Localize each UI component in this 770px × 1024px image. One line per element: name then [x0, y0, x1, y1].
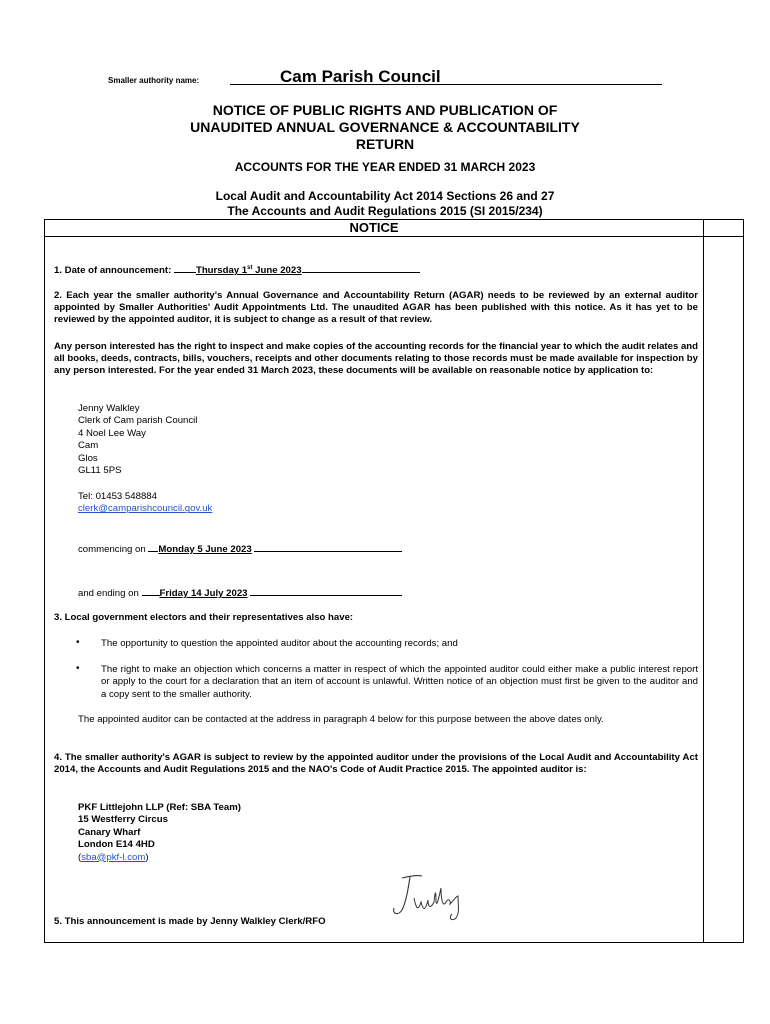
notice-table-column-divider — [703, 219, 704, 942]
clerk-telephone: Tel: 01453 548884 — [78, 491, 157, 502]
clerk-email-link[interactable]: clerk@camparishcouncil.gov.uk — [78, 503, 213, 515]
notice-table-header-divider — [44, 236, 743, 237]
authority-name: Cam Parish Council — [280, 67, 441, 86]
section-3-heading: 3. Local government electors and their representatives also have: — [54, 612, 354, 623]
clerk-contact-address: Jenny Walkley Clerk of Cam parish Council 4 Noel Lee Way Cam Glos GL11 5PS — [78, 403, 198, 477]
section-3-auditor-note: The appointed auditor can be contacted at the address in paragraph 4 below for this purpose between the above dates only. — [78, 714, 604, 725]
inspection-end-date: and ending on Friday 14 July 2023 — [78, 586, 402, 599]
section-2-paragraph-2: Any person interested has the right to inspect and make copies of the accounting records for the financial year to which the audit relates and all books, deeds, contracts, bills, vouchers, receipts and other documents relating to those records must be made available for inspection by any person interested. For the year ended 31 March 2023, these documents will be available on reasonable notice by application to: — [54, 341, 698, 377]
inspection-start-date: commencing on Monday 5 June 2023 — [78, 542, 402, 555]
section-1-date: 1. Date of announcement: Thursday 1st June 2023 — [54, 262, 698, 277]
bullet-2-marker: • — [76, 663, 80, 674]
accounts-year-line: ACCOUNTS FOR THE YEAR ENDED 31 MARCH 2023 — [234, 160, 536, 174]
section-3-bullet-2: The right to make an objection which concerns a matter in respect of which the appointed auditor could either make a public interest report or apply to the court for a declaration that an item of account is unlawful. Written notice of an objection must first be given to the auditor and a copy sent to the smaller authority. — [101, 664, 698, 700]
document-title: NOTICE OF PUBLIC RIGHTS AND PUBLICATION OF UNAUDITED ANNUAL GOVERNANCE & ACCOUNTABILITY RETURN — [190, 102, 580, 152]
section-5-announcement: 5. This announcement is made by Jenny Walkley Clerk/RFO — [54, 916, 326, 927]
authority-name-label: Smaller authority name: — [108, 76, 200, 85]
notice-heading: NOTICE — [349, 220, 399, 235]
legislation-lines: Local Audit and Accountability Act 2014 Sections 26 and 27 The Accounts and Audit Regulations 2015 (SI 2015/234) — [215, 189, 555, 218]
section-2-paragraph-1: 2. Each year the smaller authority's Annual Governance and Accountability Return (AGAR) needs to be reviewed by an external auditor appointed by Smaller Authorities' Audit Appointments Ltd. The unaudited AGAR has been published with this notice. As it has yet to be reviewed by the appointed auditor, it is subject to change as a result of that review. — [54, 290, 698, 326]
auditor-address: PKF Littlejohn LLP (Ref: SBA Team) 15 Westferry Circus Canary Wharf London E14 4HD (sba@pkf-l.com) — [78, 802, 241, 863]
clerk-signature-icon — [388, 872, 468, 924]
section-4-paragraph: 4. The smaller authority's AGAR is subject to review by the appointed auditor under the provisions of the Local Audit and Accountability Act 2014, the Accounts and Audit Regulations 2015 and the NAO's Code of Audit Practice 2015. The appointed auditor is: — [54, 752, 698, 776]
clerk-contact-details — [78, 491, 212, 516]
auditor-email-link[interactable]: sba@pkf-l.com — [81, 851, 146, 863]
bullet-1-marker: • — [76, 637, 80, 648]
section-3-bullet-1: The opportunity to question the appointed auditor about the accounting records; and — [101, 638, 458, 649]
